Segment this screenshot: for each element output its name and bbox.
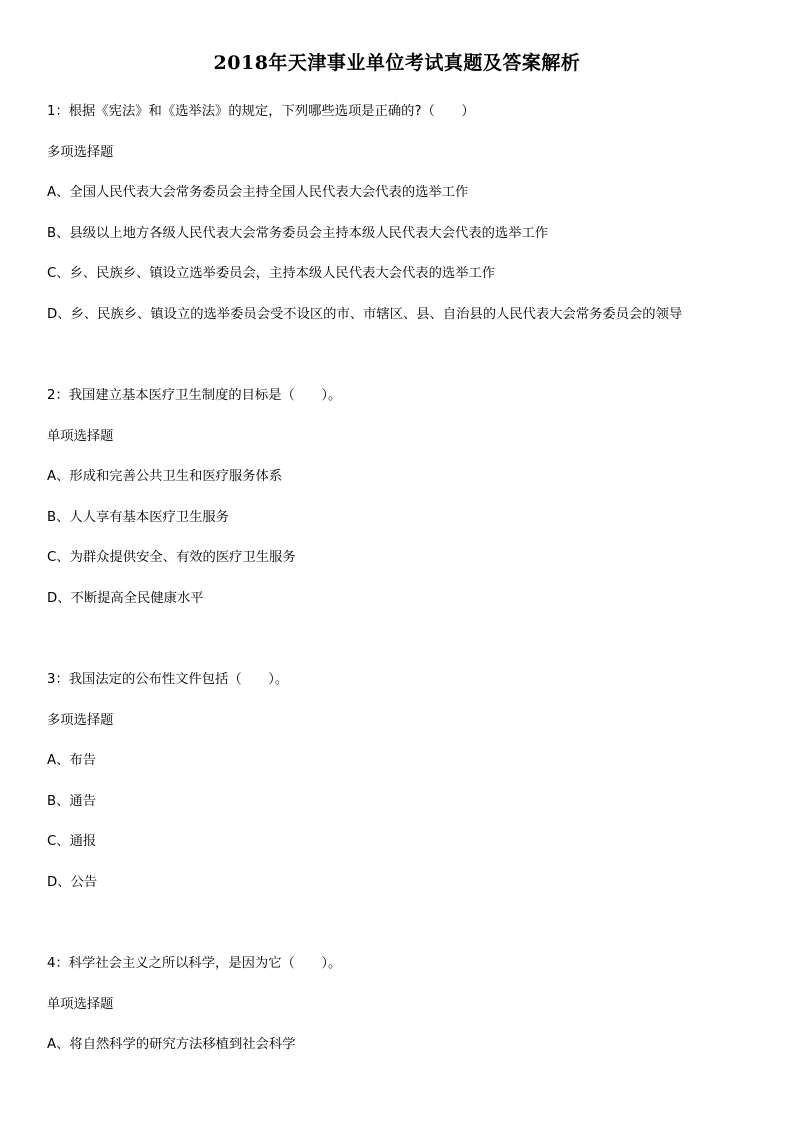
question-4-stem: 4：科学社会主义之所以科学，是因为它（ ）。 [47,956,342,971]
question-4-type: 单项选择题 [47,997,114,1012]
question-3-option-c: C、通报 [47,834,97,849]
question-2-option-d: D、不断提高全民健康水平 [47,591,204,606]
question-2-option-a: A、形成和完善公共卫生和医疗服务体系 [47,469,283,484]
question-3-option-b: B、通告 [47,794,97,809]
question-2-option-c: C、为群众提供安全、有效的医疗卫生服务 [47,550,296,565]
question-1-option-d: D、乡、民族乡、镇设立的选举委员会受不设区的市、市辖区、县、自治县的人民代表大会常务委员会的领导 [47,307,683,322]
question-3-stem: 3：我国法定的公布性文件包括（ ）。 [47,672,289,687]
question-3-option-a: A、布告 [47,753,96,768]
question-1-option-a: A、全国人民代表大会常务委员会主持全国人民代表大会代表的选举工作 [47,185,469,200]
question-2-type: 单项选择题 [47,429,114,444]
question-1-type: 多项选择题 [47,145,114,160]
document-title: 2018年天津事业单位考试真题及答案解析 [213,52,581,74]
question-1-option-c: C、乡、民族乡、镇设立选举委员会，主持本级人民代表大会代表的选举工作 [47,266,496,281]
question-1-stem: 1：根据《宪法》和《选举法》的规定，下列哪些选项是正确的?（ ） [47,104,475,119]
question-1-option-b: B、县级以上地方各级人民代表大会常务委员会主持本级人民代表大会代表的选举工作 [47,226,549,241]
question-2-option-b: B、人人享有基本医疗卫生服务 [47,510,229,525]
question-3-type: 多项选择题 [47,713,114,728]
question-3-option-d: D、公告 [47,875,98,890]
question-4-option-a: A、将自然科学的研究方法移植到社会科学 [47,1037,296,1052]
question-2-stem: 2：我国建立基本医疗卫生制度的目标是（ ）。 [47,388,342,403]
